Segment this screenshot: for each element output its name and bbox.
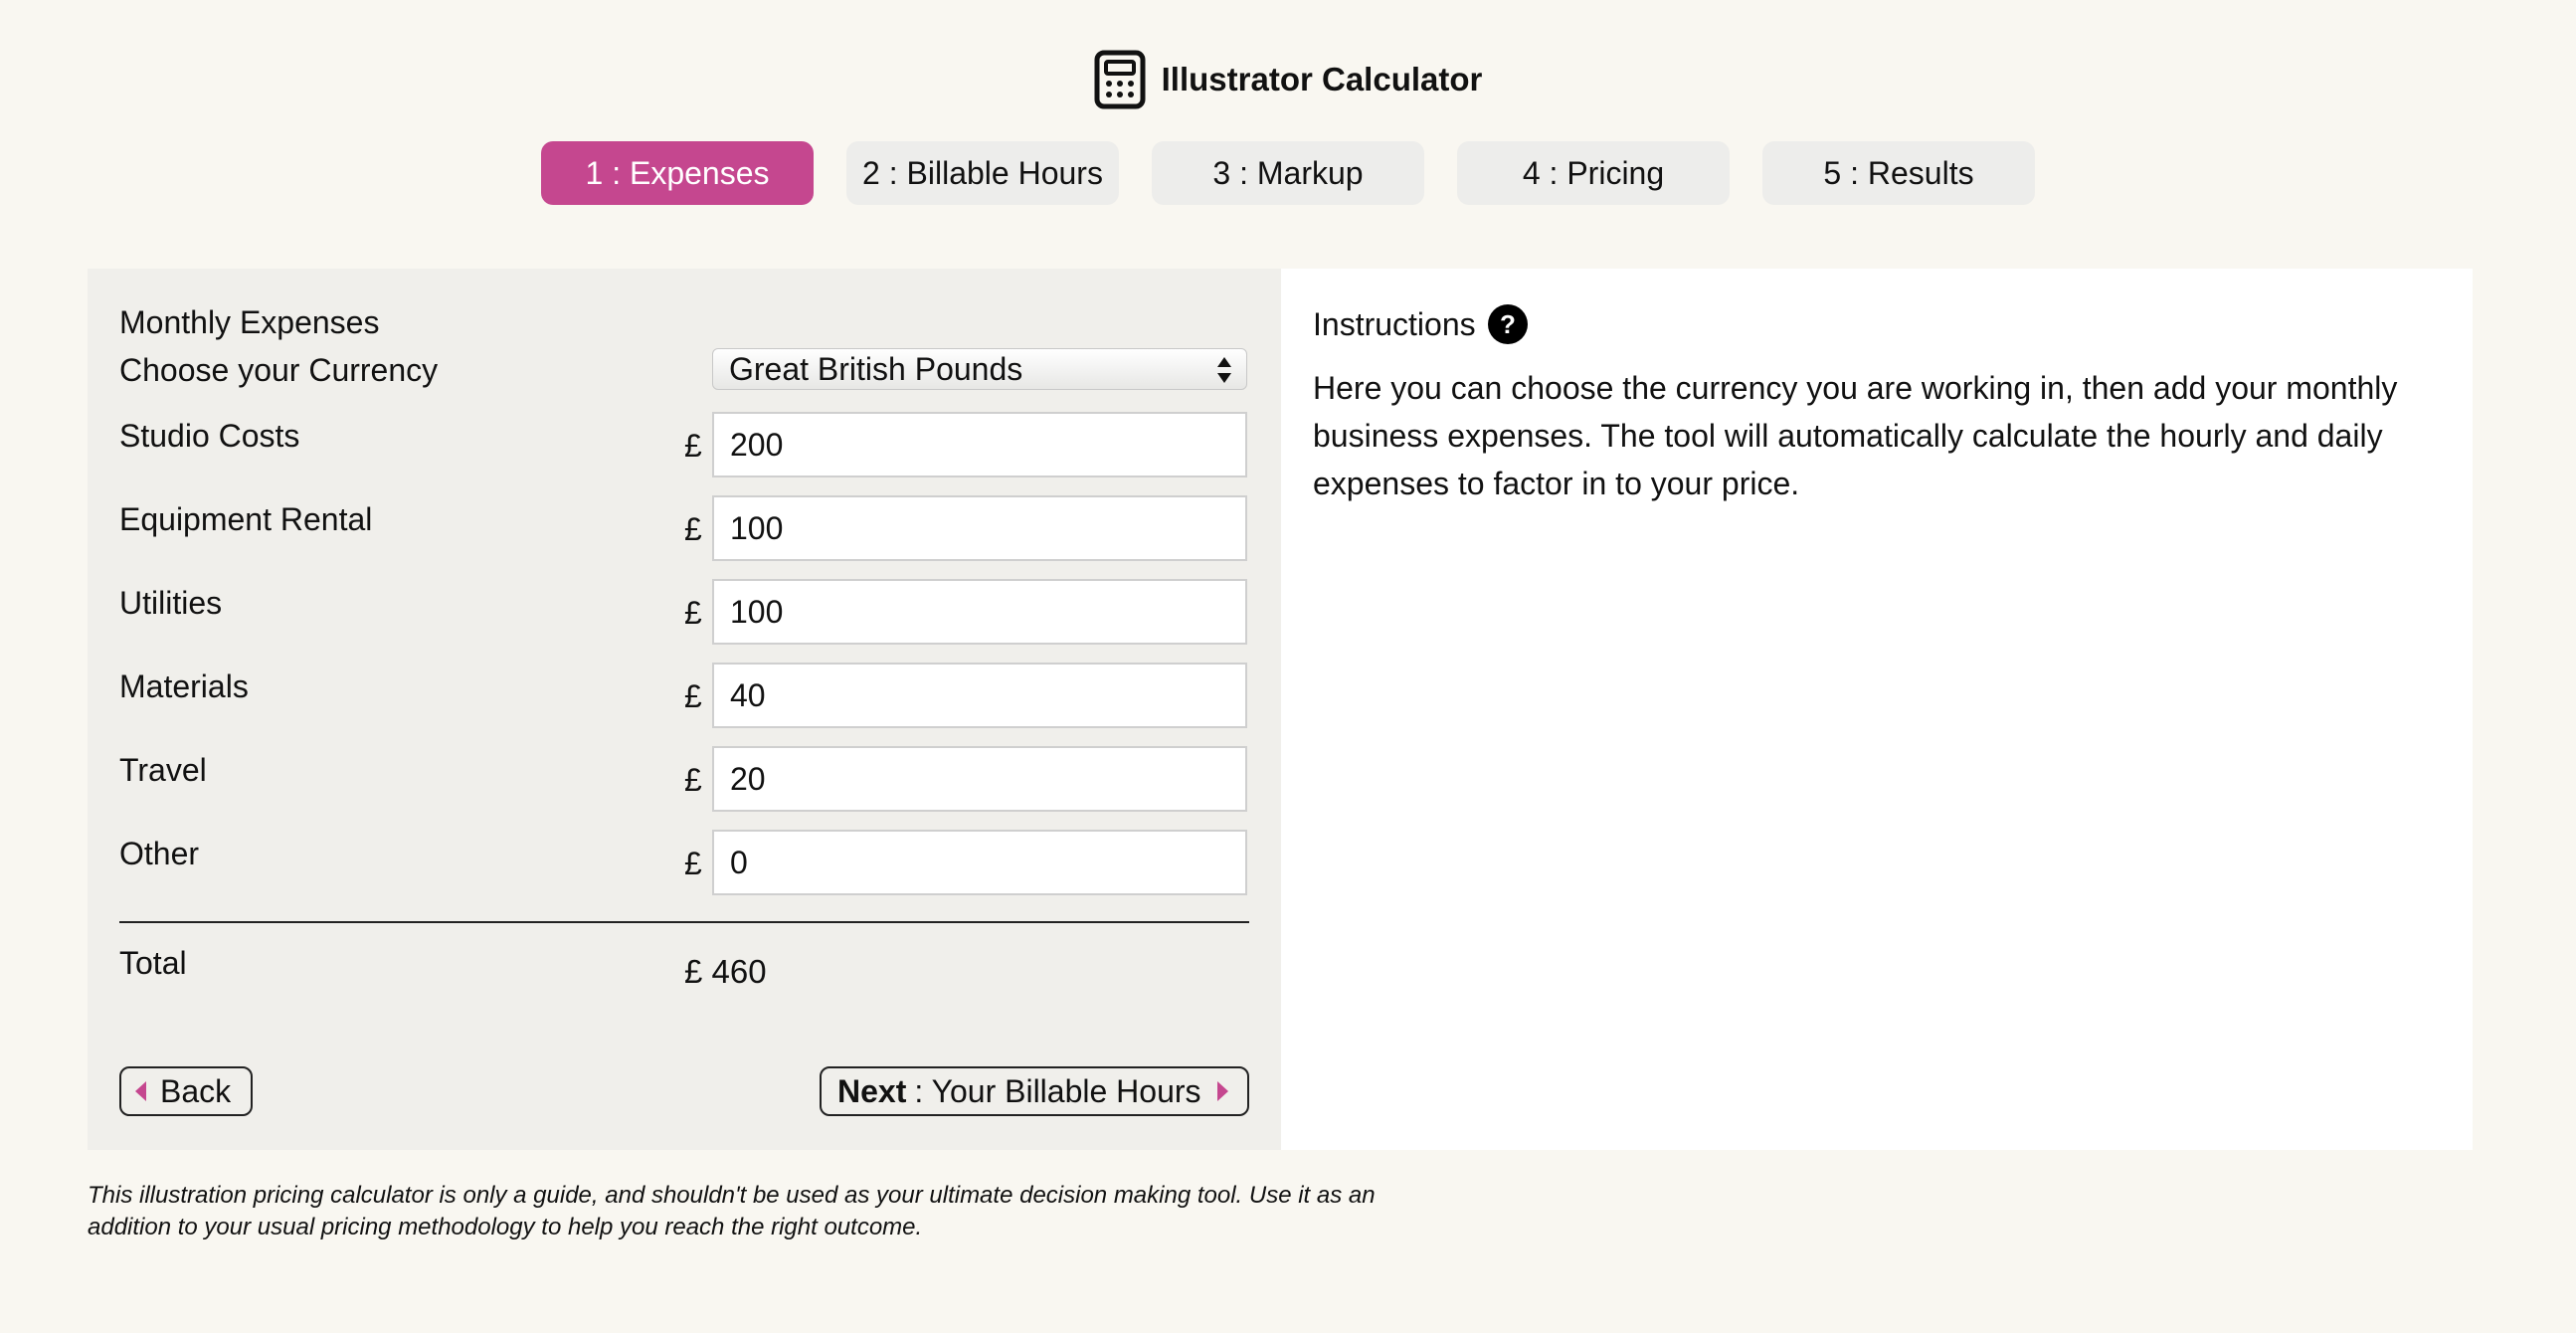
travel-label: Travel: [119, 752, 207, 788]
calculator-icon: [1094, 50, 1146, 109]
tab-expenses[interactable]: 1 : Expenses: [541, 141, 814, 205]
other-label: Other: [119, 836, 200, 871]
instructions-text: Here you can choose the currency you are working in, then add your monthly business expenses. The tool will automatically calculate the hourly and daily expenses to factor in to your price.: [1313, 370, 2398, 501]
instructions-panel: [1281, 269, 2473, 1150]
back-button-label: Back: [160, 1072, 232, 1109]
tab-pricing[interactable]: 4 : Pricing: [1457, 141, 1730, 205]
currency-select[interactable]: [712, 348, 1247, 390]
step-tabs: [0, 141, 2576, 205]
currency-symbol: £: [684, 595, 702, 631]
currency-symbol: £: [684, 428, 702, 464]
expenses-heading: Monthly Expenses: [119, 304, 380, 340]
equipment-rental-label: Equipment Rental: [119, 501, 373, 537]
currency-label: Choose your Currency: [119, 352, 439, 388]
back-button[interactable]: [119, 1066, 253, 1116]
next-button[interactable]: [820, 1066, 1249, 1116]
total-divider: [119, 921, 1249, 923]
svg-text:?: ?: [1499, 309, 1516, 339]
app-title: Illustrator Calculator: [1161, 61, 1483, 97]
currency-select-value: Great British Pounds: [729, 350, 1023, 387]
arrow-left-icon: [135, 1081, 146, 1101]
equipment-rental-input[interactable]: 100: [712, 495, 1247, 561]
expenses-form: [88, 269, 1281, 1150]
disclaimer-text: This illustration pricing calculator is only a guide, and shouldn't be used as your ultimate decision making tool. Use it as an addition to your usual pricing methodology to help you reach the right outcome.: [88, 1182, 1376, 1240]
currency-symbol: £: [684, 846, 702, 881]
materials-label: Materials: [119, 668, 249, 704]
currency-symbol: £: [684, 678, 702, 714]
total-label: Total: [119, 945, 187, 981]
studio-costs-label: Studio Costs: [119, 418, 300, 454]
total-value: £ 460: [684, 953, 767, 990]
main-panel: [88, 269, 2473, 1150]
currency-symbol: £: [684, 511, 702, 547]
tab-markup[interactable]: 3 : Markup: [1152, 141, 1424, 205]
tab-results[interactable]: 5 : Results: [1762, 141, 2035, 205]
instructions-heading: [1313, 304, 1528, 344]
studio-costs-input[interactable]: 200: [712, 412, 1247, 477]
question-circle-icon[interactable]: [1488, 304, 1528, 344]
next-button-bold-label: Next: [837, 1072, 907, 1109]
currency-symbol: £: [684, 762, 702, 798]
app-header: [0, 50, 2576, 109]
next-button-label: : Your Billable Hours: [914, 1072, 1201, 1109]
utilities-input[interactable]: 100: [712, 579, 1247, 645]
instructions-title: Instructions: [1313, 305, 1476, 342]
travel-input[interactable]: 20: [712, 746, 1247, 812]
other-input[interactable]: 0: [712, 830, 1247, 895]
tab-billable-hours[interactable]: 2 : Billable Hours: [846, 141, 1119, 205]
utilities-label: Utilities: [119, 585, 223, 621]
materials-input[interactable]: 40: [712, 663, 1247, 728]
arrow-right-icon: [1217, 1081, 1228, 1101]
select-arrows-icon: [1214, 355, 1234, 385]
